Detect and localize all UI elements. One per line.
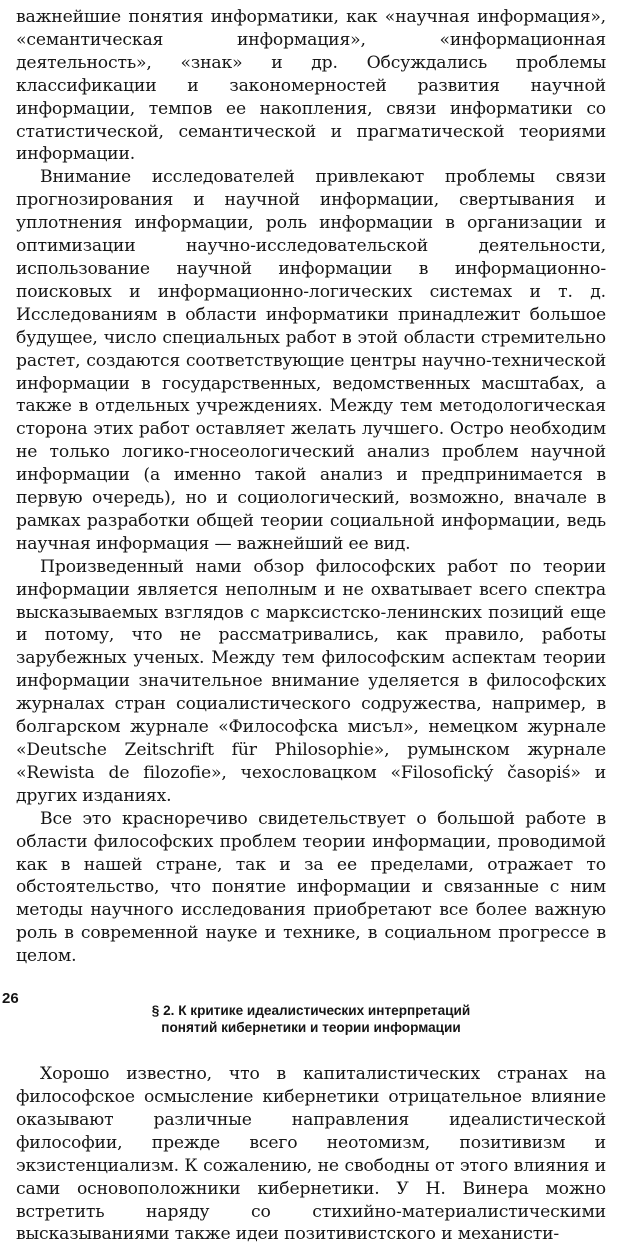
page-number: 26 bbox=[2, 990, 19, 1007]
section-heading-line-1: § 2. К критике идеалистических интерпретаций bbox=[151, 1003, 471, 1019]
paragraph-philosophical-review: Произведенный нами обзор философских работ по теории информации является неполным и не охватывает всего спектра высказываемых взглядов с марксистско-ленинских позиций еще и потому, что не рассматривались, как правило, работы зарубежных ученых. Между тем философским аспектам теории информации значительное внимание уделяется в философских журналах стран социалистического содружества, например, в болгарском журнале «Философска мисъл», немецком журнале «Deutsche Zeitschrift für Philosophie», румынском журнале «Rewista de filozofie», чехословацком «Filosofický časopiś» и других изданиях. bbox=[16, 556, 606, 806]
paragraph-conclusion: Все это красноречиво свидетельствует о большой работе в области философских проблем теории информации, проводимой как в нашей стране, так и за ее пределами, отражает то обстоятельство, что понятие информации и связанные с ним методы научного исследования приобретают все более важную роль в современной науке и технике, в социальном прогрессе в целом. bbox=[16, 808, 606, 967]
paragraph-section-start: Хорошо известно, что в капиталистических странах на философское осмысление кибернетики отрицательное влияние оказывают различные направления идеалистической философии, прежде всего неотомизм, позитивизм и экзистенциализм. К сожалению, не свободны от этого влияния и сами основоположники кибернетики. У Н. Винера можно встретить наряду со стихийно-материалистическими высказываниями также идеи позитивистского и механисти- bbox=[16, 1064, 606, 1245]
paragraph-research-attention: Внимание исследователей привлекают проблемы связи прогнозирования и научной информации, свертывания и уплотнения информации, роль информации в организации и оптимизации научно-исследовательской деятельности, использование научной информации в информационно-поисковых и информационно-логических системах и т. д. Исследованиям в области информатики принадлежит большое будущее, число специальных работ в этой области стремительно растет, создаются соответствующие центры научно-технической информации в государственных, ведомственных масштабах, а также в отдельных учреждениях. Между тем методологическая сторона этих работ оставляет желать лучшего. Остро необходим не только логико-гносеологический анализ проблем научной информации (а именно такой анализ и предпринимается в первую очередь), но и социологический, возможно, вначале в рамках разработки общей теории социальной информации, ведь научная информация — важнейший ее вид. bbox=[16, 167, 606, 554]
paragraph-continuation: важнейшие понятия информатики, как «научная информация», «семантическая информация», «информационная деятельность», «знак» и др. Обсуждались проблемы классификации и закономерностей развития научной информации, темпов ее накопления, связи информатики со статистической, семантической и прагматической теориями информации. bbox=[16, 7, 606, 165]
section-heading bbox=[16, 1002, 606, 1036]
section-heading-line-2: понятий кибернетики и теории информации bbox=[161, 1020, 461, 1036]
